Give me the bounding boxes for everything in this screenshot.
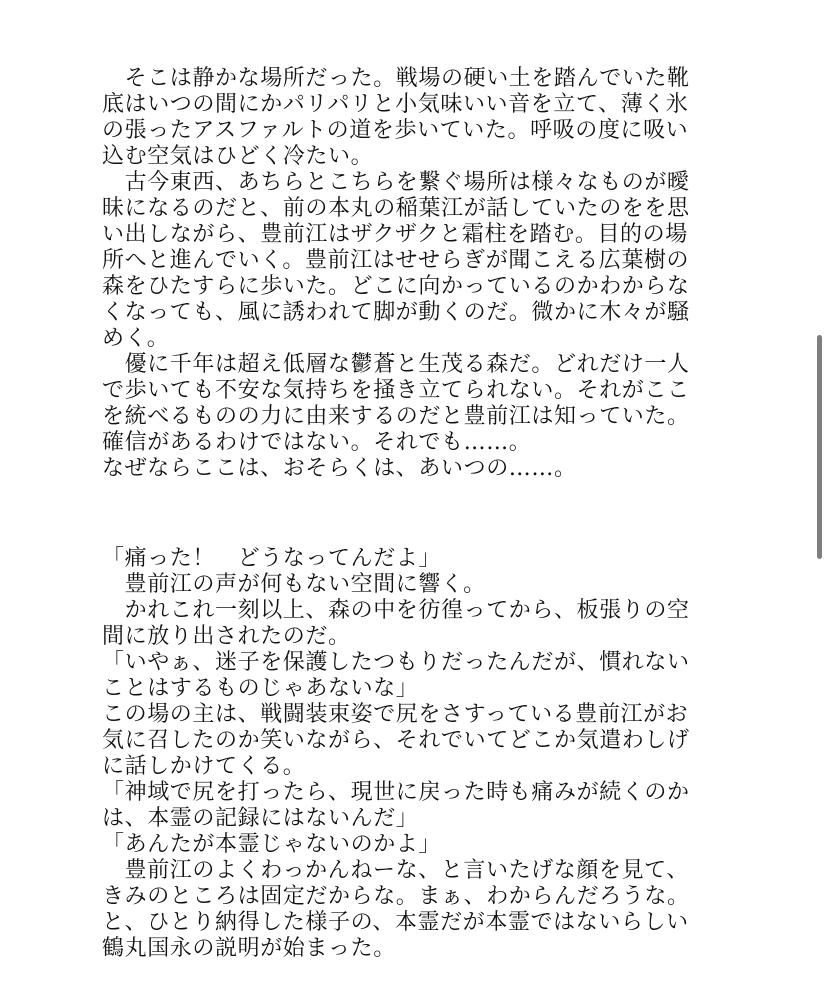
- text-line: くなっても、風に誘われて脚が動くのだ。微かに木々が騒: [102, 300, 690, 325]
- text-line: を統べるものの力に由来するのだと豊前江は知っていた。: [102, 404, 690, 429]
- text-line: は、本霊の記録にはないんだ」: [102, 806, 419, 831]
- text-line: ことはするものじゃあないな」: [102, 676, 419, 701]
- text-line: 豊前江の声が何もない空間に響く。: [102, 572, 486, 597]
- text-line: 間に放り出されたのだ。: [102, 624, 351, 649]
- text-line: 底はいつの間にかパリパリと小気味いい音を立て、薄く氷: [102, 92, 689, 117]
- text-line: かれこれ一刻以上、森の中を彷徨ってから、板張りの空: [102, 598, 690, 623]
- text-line: 森をひたすらに歩いた。どこに向かっているのかわからな: [102, 274, 690, 299]
- scrollbar-thumb[interactable]: [817, 335, 822, 559]
- text-line: この場の主は、戦闘装束姿で尻をさすっている豊前江がお: [102, 702, 689, 727]
- text-line: 豊前江のよくわっかんねーな、と言いたげな顔を見て、: [102, 858, 689, 883]
- text-line: 鶴丸国永の説明が始まった。: [102, 936, 396, 961]
- text-line: きみのところは固定だからな。まぁ、わからんだろうな。: [102, 884, 690, 909]
- text-line: に話しかけてくる。: [102, 754, 306, 779]
- text-line: 優に千年は超え低層な鬱蒼と生茂る森だ。どれだけ一人: [102, 352, 690, 377]
- text-line: 確信があるわけではない。それでも……。: [102, 430, 532, 455]
- text-line: 昧になるのだと、前の本丸の稲葉江が話していたのをを思: [102, 196, 690, 221]
- story-section-1: [102, 66, 742, 482]
- text-line: 所へと進んでいく。豊前江はせせらぎが聞こえる広葉樹の: [102, 248, 690, 273]
- text-line: で歩いても不安な気持ちを掻き立てられない。それがここ: [102, 378, 690, 403]
- text-line: めく。: [102, 326, 170, 351]
- text-line: 「神域で尻を打ったら、現世に戻った時も痛みが続くのか: [102, 780, 690, 805]
- text-line: 「あんたが本霊じゃないのかよ」: [102, 832, 442, 857]
- text-line: 「いやぁ、迷子を保護したつもりだったんだが、慣れない: [102, 650, 690, 675]
- text-line: そこは静かな場所だった。戦場の硬い土を踏んでいた靴: [102, 66, 690, 91]
- text-line: 「痛った！ どうなってんだよ」: [102, 546, 442, 571]
- text-line: い出しながら、豊前江はザクザクと霜柱を踏む。目的の場: [102, 222, 688, 247]
- text-line: 込む空気はひどく冷たい。: [102, 144, 374, 169]
- text-line: 気に召したのか笑いながら、それでいてどこか気遣わしげ: [102, 728, 690, 753]
- text-line: 古今東西、あちらとこちらを繋ぐ場所は様々なものが曖: [102, 170, 690, 195]
- text-line: と、ひとり納得した様子の、本霊だが本霊ではないらしい: [102, 910, 689, 935]
- text-line: なぜならここは、おそらくは、あいつの……。: [102, 456, 577, 481]
- text-line: の張ったアスファルトの道を歩いていた。呼吸の度に吸い: [102, 118, 689, 143]
- story-section-2: [102, 546, 742, 962]
